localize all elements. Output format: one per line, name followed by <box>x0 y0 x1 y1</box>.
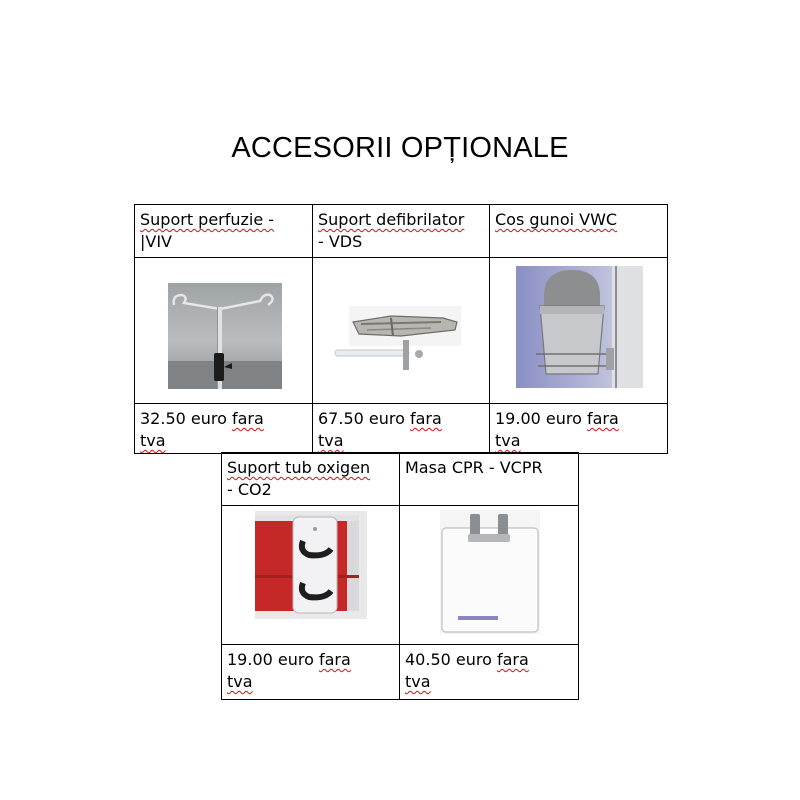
product-price-cell <box>135 404 313 454</box>
product-price-cell <box>222 645 400 700</box>
product-price-cell <box>490 404 668 454</box>
product-price: 19.00 euro fara tva <box>227 650 351 691</box>
product-price-cell <box>313 404 490 454</box>
cpr-board-image <box>440 510 540 634</box>
accessories-table-bottom <box>221 452 579 700</box>
product-image-row <box>222 506 579 645</box>
accessories-table-top <box>134 204 668 454</box>
product-image-cell <box>490 258 668 404</box>
waste-basket-image <box>516 266 643 388</box>
product-name: Masa CPR - VCPR <box>405 458 543 477</box>
product-name-cell <box>490 205 668 258</box>
product-image-cell <box>400 506 579 645</box>
iv-pole-image <box>168 283 282 389</box>
product-name-row <box>222 453 579 506</box>
product-price-row <box>135 404 668 454</box>
product-name-cell <box>313 205 490 258</box>
product-price-row <box>222 645 579 700</box>
product-name: Suport perfuzie - |VIV <box>140 210 275 251</box>
product-image-row <box>135 258 668 404</box>
product-name-cell <box>135 205 313 258</box>
product-name-cell <box>400 453 579 506</box>
product-name: Suport defibrilator - VDS <box>318 210 465 251</box>
defibrillator-bracket-image <box>331 296 471 374</box>
product-image-cell <box>222 506 400 645</box>
product-name: Suport tub oxigen - CO2 <box>227 458 371 499</box>
product-price: 67.50 euro fara tva <box>318 409 442 450</box>
product-image-cell <box>135 258 313 404</box>
product-name: Cos gunoi VWC <box>495 210 618 229</box>
page-title: ACCESORII OPȚIONALE <box>231 132 569 164</box>
product-name-cell <box>222 453 400 506</box>
product-price: 40.50 euro fara tva <box>405 650 529 691</box>
product-name-row <box>135 205 668 258</box>
product-price: 32.50 euro fara tva <box>140 409 264 450</box>
oxygen-holder-image <box>255 511 367 619</box>
product-price: 19.00 euro fara tva <box>495 409 619 450</box>
product-image-cell <box>313 258 490 404</box>
product-price-cell <box>400 645 579 700</box>
